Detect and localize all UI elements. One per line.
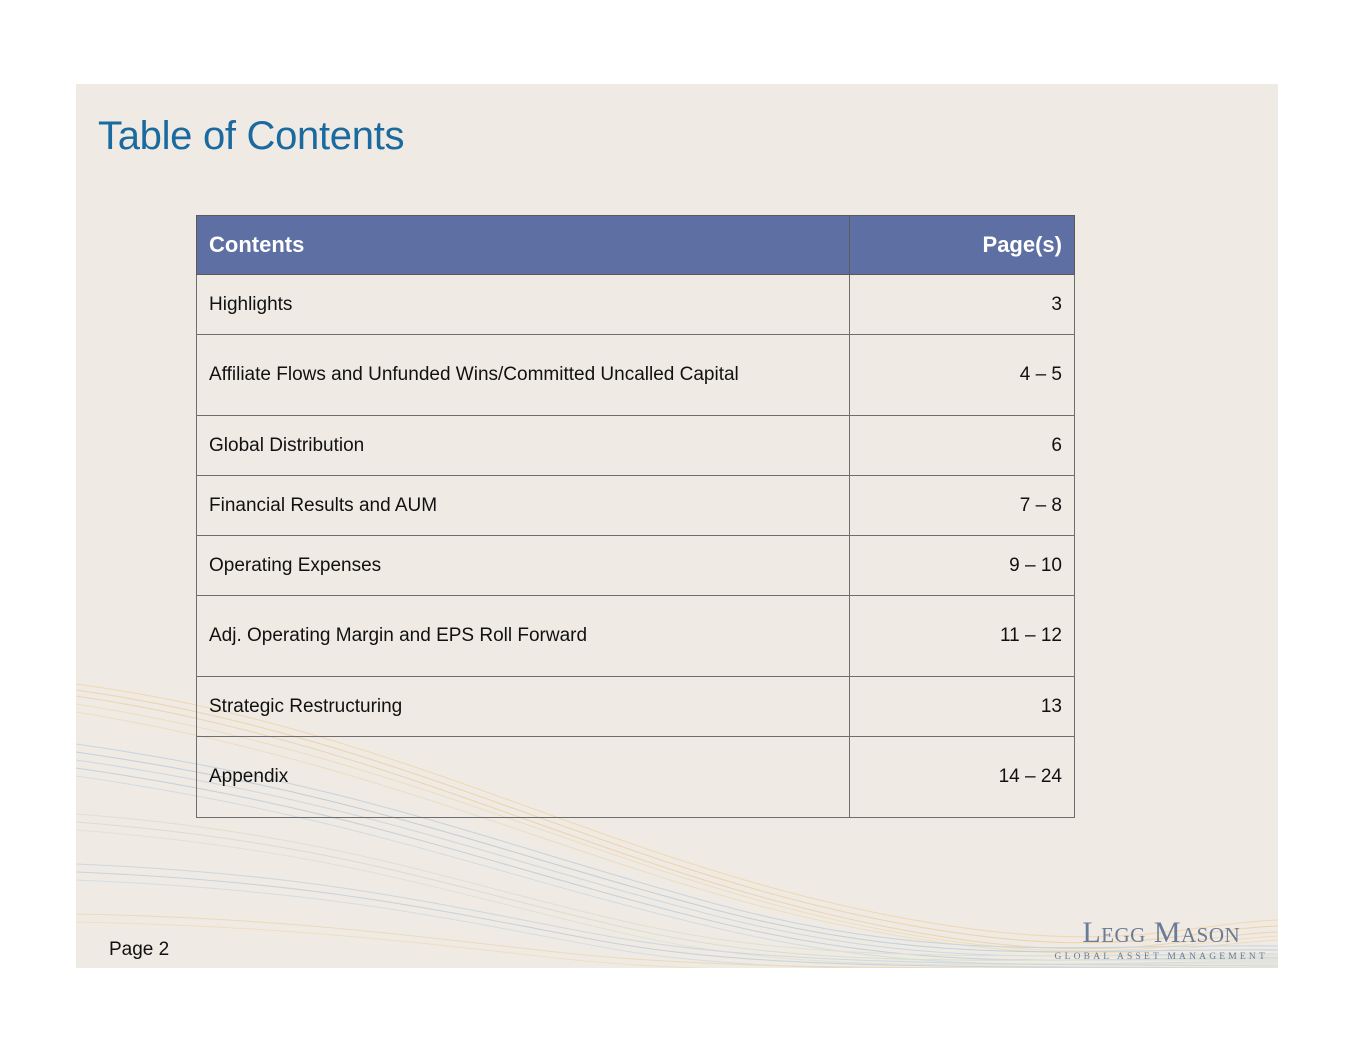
row-pages: 9 – 10 (850, 536, 1075, 596)
row-label: Financial Results and AUM (197, 476, 850, 536)
page-title: Table of Contents (98, 114, 405, 158)
table-row (197, 536, 1075, 596)
slide (76, 84, 1278, 968)
row-pages: 4 – 5 (850, 335, 1075, 416)
table-row (197, 596, 1075, 677)
row-label: Appendix (197, 737, 850, 818)
row-pages: 13 (850, 677, 1075, 737)
row-label: Highlights (197, 275, 850, 335)
table-row (197, 737, 1075, 818)
row-label: Strategic Restructuring (197, 677, 850, 737)
row-label: Adj. Operating Margin and EPS Roll Forward (197, 596, 850, 677)
table-header-row (197, 216, 1075, 275)
row-label: Affiliate Flows and Unfunded Wins/Committed Uncalled Capital (197, 335, 850, 416)
contents-table (196, 215, 1075, 818)
row-label: Operating Expenses (197, 536, 850, 596)
row-pages: 7 – 8 (850, 476, 1075, 536)
table-row (197, 275, 1075, 335)
row-pages: 6 (850, 416, 1075, 476)
header-pages: Page(s) (850, 216, 1075, 275)
row-pages: 11 – 12 (850, 596, 1075, 677)
logo-tagline: GLOBAL ASSET MANAGEMENT (1054, 952, 1268, 962)
row-pages: 14 – 24 (850, 737, 1075, 818)
row-label: Global Distribution (197, 416, 850, 476)
legg-mason-logo (1055, 916, 1268, 964)
table-row (197, 677, 1075, 737)
table-row (197, 335, 1075, 416)
header-contents: Contents (197, 216, 850, 275)
table-row (197, 476, 1075, 536)
table-row (197, 416, 1075, 476)
row-pages: 3 (850, 275, 1075, 335)
logo-wordmark: Legg Mason (1082, 916, 1241, 949)
page-number: Page 2 (109, 939, 170, 960)
